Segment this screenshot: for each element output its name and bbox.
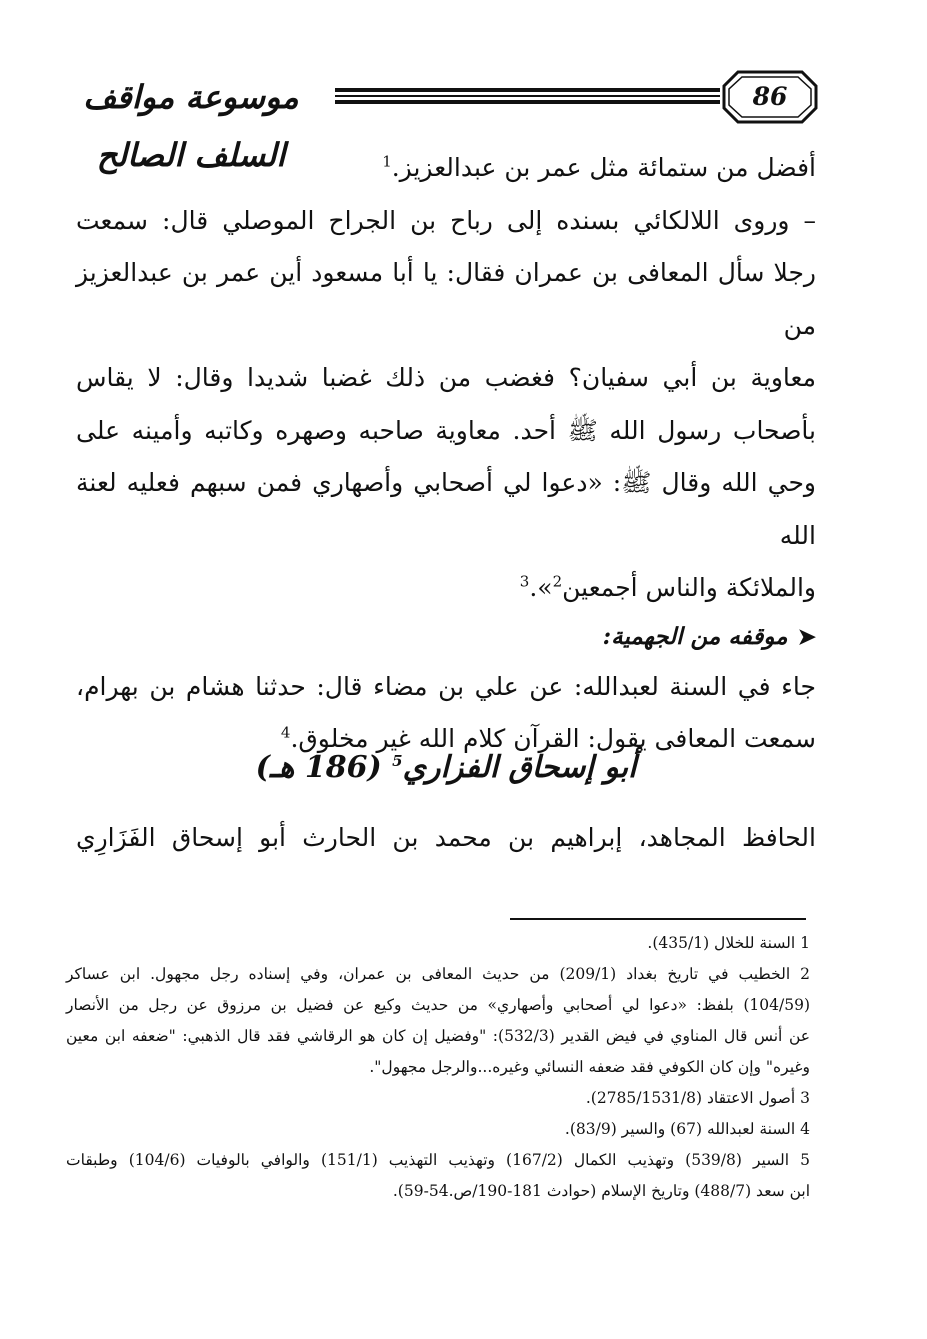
text-line [76, 142, 816, 195]
subheading-text: موقفه من الجهمية: [602, 622, 788, 650]
text-line: بأصحاب رسول الله ﷺ أحد. معاوية صاحبه وصهره وكاتبه وأمينه على [76, 415, 816, 445]
footnote-ref: 4 [280, 723, 291, 742]
footnote: وغيره" وإن كان الكوفي فقد ضعفه النسائي وغيره...والرجل مجهول". [369, 1058, 810, 1076]
text-line [76, 562, 816, 615]
text-span: سمعت المعافى يقول: القرآن كلام الله غير مخلوق. [290, 724, 816, 753]
page-number: 86 [752, 82, 788, 111]
header-rule [335, 88, 720, 92]
footnote: ابن سعد (488/7) وتاريخ الإسلام (حوادث 181-190/ص.54-59). [392, 1182, 810, 1200]
footnote-ref: 1 [382, 152, 392, 171]
footnote-separator [510, 918, 806, 920]
page-number-badge [722, 70, 818, 124]
arrowhead-icon: ➤ [797, 623, 816, 650]
header-rule-thin [335, 95, 720, 97]
text-span: والملائكة والناس أجمعين [562, 573, 816, 602]
biography-line: الحافظ المجاهد، إبراهيم بن محمد بن الحارث أبو إسحاق الفَزَارِي [76, 823, 816, 852]
footnote: عن أنس قال المناوي في فيض القدير (532/3): "وفضيل إن كان هو الرقاشي فقد قال الذهبي: "ضعفه ابن معين [66, 1027, 810, 1045]
footnote-ref: 2 [552, 572, 563, 591]
biography-year: (186 هـ) [255, 750, 382, 785]
footnote: 5 السير (539/8) وتهذيب الكمال (167/2) وتهذيب التهذيب (151/1) والوافي بالوفيات (104/6) وطبقات [66, 1151, 810, 1169]
footnote-ref: 3 [519, 572, 530, 591]
footnote: 3 أصول الاعتقاد (2785/1531/8). [585, 1089, 810, 1107]
text-line: رجلا سأل المعافى بن عمران فقال: يا أبا مسعود أين عمر بن عبدالعزيز من [76, 258, 816, 340]
biography-title [76, 750, 816, 785]
footnote: 4 السنة لعبدالله (67) والسير (83/9). [564, 1120, 810, 1138]
text-line: – وروى اللالكائي بسنده إلى رباح بن الجراح الموصلي قال: سمعت [76, 205, 816, 235]
footnotes [66, 928, 810, 1207]
section-subheading [76, 617, 816, 657]
text-line: معاوية بن أبي سفيان؟ فغضب من ذلك غضبا شديدا وقال: لا يقاس [76, 363, 816, 392]
series-title: موسوعة مواقف السلف الصالح [83, 78, 299, 174]
text-span: أفضل من ستمائة مثل عمر بن عبدالعزيز. [391, 153, 816, 182]
footnote: (104/59) بلفظ: «دعوا لي أصحابي وأصهاري» من حديث وكيع عن فضيل بن مرزوق عن رجل من الأنصار [66, 996, 810, 1014]
biography-name: أبو إسحاق الفزاري [402, 750, 637, 785]
footnote: 2 الخطيب في تاريخ بغداد (209/1) من حديث المعافى بن عمران، وفي إسناده رجل مجهول. ابن عساكر [66, 965, 810, 983]
text-line: وحي الله وقال ﷺ: «دعوا لي أصحابي وأصهاري فمن سبهم فعليه لعنة الله [76, 468, 816, 550]
text-span: ». [529, 573, 553, 602]
footnote: 1 السنة للخلال (435/1). [647, 934, 810, 952]
body-text [76, 142, 816, 766]
header-rule-bottom [335, 100, 720, 104]
footnote-ref: 5 [392, 752, 403, 770]
text-line: جاء في السنة لعبدالله: عن علي بن مضاء قال: حدثنا هشام بن بهرام، [76, 671, 816, 701]
